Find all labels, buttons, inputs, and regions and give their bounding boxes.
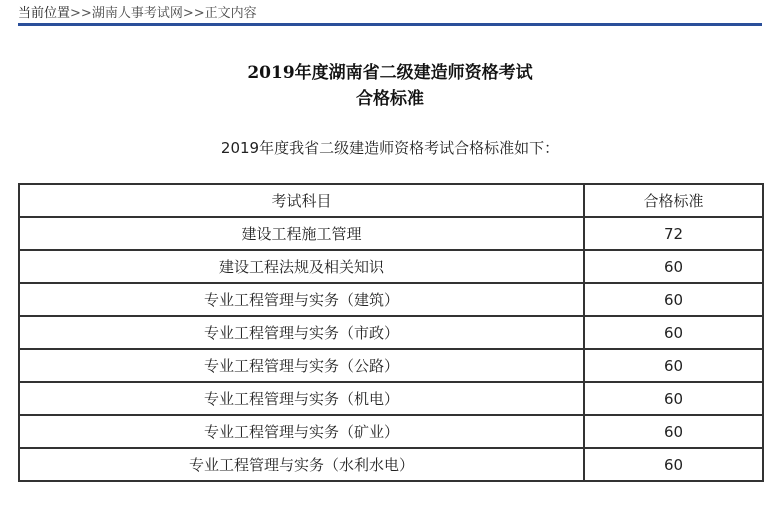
standards-table [18, 183, 764, 482]
breadcrumb-separator: >> [182, 6, 205, 21]
breadcrumb-current-label: 当前位置 [18, 6, 71, 21]
subject-cell: 专业工程管理与实务（机电） [19, 382, 584, 415]
subject-cell: 建设工程法规及相关知识 [19, 250, 584, 283]
table-row [19, 316, 763, 349]
score-cell: 60 [584, 283, 763, 316]
subject-cell: 专业工程管理与实务（公路） [19, 349, 584, 382]
subject-cell: 建设工程施工管理 [19, 217, 584, 250]
table-header-row [19, 184, 763, 217]
subject-cell: 专业工程管理与实务（市政） [19, 316, 584, 349]
score-cell: 60 [584, 415, 763, 448]
table-row [19, 283, 763, 316]
breadcrumb-separator: >> [70, 6, 92, 21]
table-row [19, 382, 763, 415]
score-cell: 60 [584, 316, 763, 349]
subject-cell: 专业工程管理与实务（水利水电） [19, 448, 584, 481]
table-row [19, 217, 763, 250]
table-row [19, 349, 763, 382]
table-row [19, 415, 763, 448]
page-title: 2019年度湖南省二级建造师资格考试 [247, 63, 533, 83]
score-cell: 60 [584, 349, 763, 382]
intro-paragraph: 2019年度我省二级建造师资格考试合格标准如下： [220, 139, 560, 157]
score-cell: 60 [584, 382, 763, 415]
score-cell: 60 [584, 448, 763, 481]
score-cell: 72 [584, 217, 763, 250]
header-divider [18, 23, 762, 26]
subject-cell: 专业工程管理与实务（矿业） [19, 415, 584, 448]
breadcrumb-page-link[interactable]: 正文内容 [204, 6, 257, 21]
table-row [19, 448, 763, 481]
subject-cell: 专业工程管理与实务（建筑） [19, 283, 584, 316]
breadcrumb-site-link[interactable]: 湖南人事考试网 [91, 6, 183, 21]
column-header-passing-score: 合格标准 [584, 184, 763, 217]
page-subtitle: 合格标准 [356, 89, 424, 109]
score-cell: 60 [584, 250, 763, 283]
column-header-subject: 考试科目 [19, 184, 584, 217]
table-row [19, 250, 763, 283]
